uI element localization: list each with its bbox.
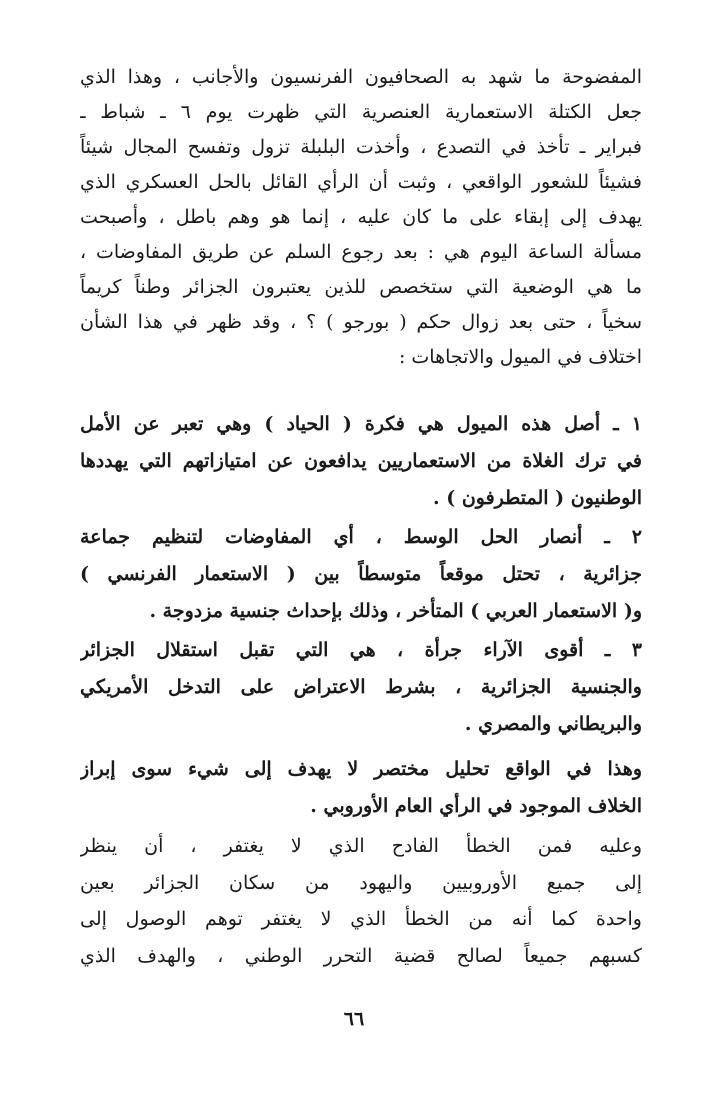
text-line: فشيئاً للشعور الواقعي ، وثبت أن الرأي القائل بالحل العسكري الذي <box>80 171 642 193</box>
list-item-neutrality <box>80 406 642 517</box>
text-line: إلى جميع الأوروبيين واليهود من سكان الجزائر بعين <box>80 871 642 894</box>
text-line: وهذا في الواقع تحليل مختصر لا يهدف إلى شيء سوى إبراز <box>80 758 642 780</box>
summary-paragraph <box>80 751 642 825</box>
text-line: ما هي الوضعية التي ستخصص للذين يعتبرون الجزائر وطناً كريماً <box>80 276 642 298</box>
text-line: في ترك الغلاة من الاستعماريين يدافعون عن امتيازاتهم التي يهددها <box>80 450 642 472</box>
text-line: يهدف إلى إبقاء على ما كان عليه ، إنما هو وهم باطل ، وأصبحت <box>80 206 642 228</box>
text-line: كسبهم جميعاً لصالح قضية التحرر الوطني ، والهدف الذي <box>80 944 642 967</box>
text-line: ٣ ـ أقوى الآراء جرأة ، هي التي تقبل استقلال الجزائر <box>80 639 642 661</box>
text-line: فبراير ـ تأخذ في التصدع ، وأخذت البلبلة تزول وتفسح المجال شيئاً <box>80 136 642 158</box>
text-line: واحدة كما أنه من الخطأ الذي لا يغتفر توهم الوصول إلى <box>80 908 642 930</box>
text-line: المفضوحة ما شهد به الصحافيون الفرنسيون والأجانب ، وهذا الذي <box>80 66 642 88</box>
text-line: سخياً ، حتى بعد زوال حكم ( بورجو ) ؟ ، وقد ظهر في هذا الشأن <box>80 311 642 333</box>
text-line: والبريطاني والمصري . <box>464 713 642 735</box>
text-line: ٢ ـ أنصار الحل الوسط ، أي المفاوضات لتنظيم جماعة <box>80 526 642 548</box>
text-line: الوطنيون ( المتطرفون ) . <box>433 487 642 509</box>
text-line: و( الاستعمار العربي ) المتأخر ، وذلك بإحداث جنسية مزدوجة . <box>149 600 642 622</box>
final-paragraph <box>80 828 642 974</box>
text-line: جزائرية ، تحتل موقعاً متوسطاً بين ( الاستعمار الفرنسي ) <box>80 563 642 585</box>
list-item-middle-solution <box>80 519 642 630</box>
list-item-independence <box>80 632 642 743</box>
page-number: ٦٦ <box>343 1008 365 1030</box>
text-line: جعل الكتلة الاستعمارية العنصرية التي ظهرت يوم ٦ ـ شباط ـ <box>80 101 642 123</box>
text-line: والجنسية الجزائرية ، بشرط الاعتراض على التدخل الأمريكي <box>80 676 642 698</box>
text-line: الخلاف الموجود في الرأي العام الأوروبي . <box>310 795 642 817</box>
text-line: مسألة الساعة اليوم هي : بعد رجوع السلم عن طريق المفاوضات ، <box>80 241 642 263</box>
intro-paragraph <box>80 60 642 375</box>
text-line: ١ ـ أصل هذه الميول هي فكرة ( الحياد ) وهي تعبر عن الأمل <box>80 413 642 435</box>
text-line: اختلاف في الميول والاتجاهات : <box>398 346 642 368</box>
text-line: وعليه فمن الخطأ الفادح الذي لا يغتفر ، أن ينظر <box>80 835 642 857</box>
